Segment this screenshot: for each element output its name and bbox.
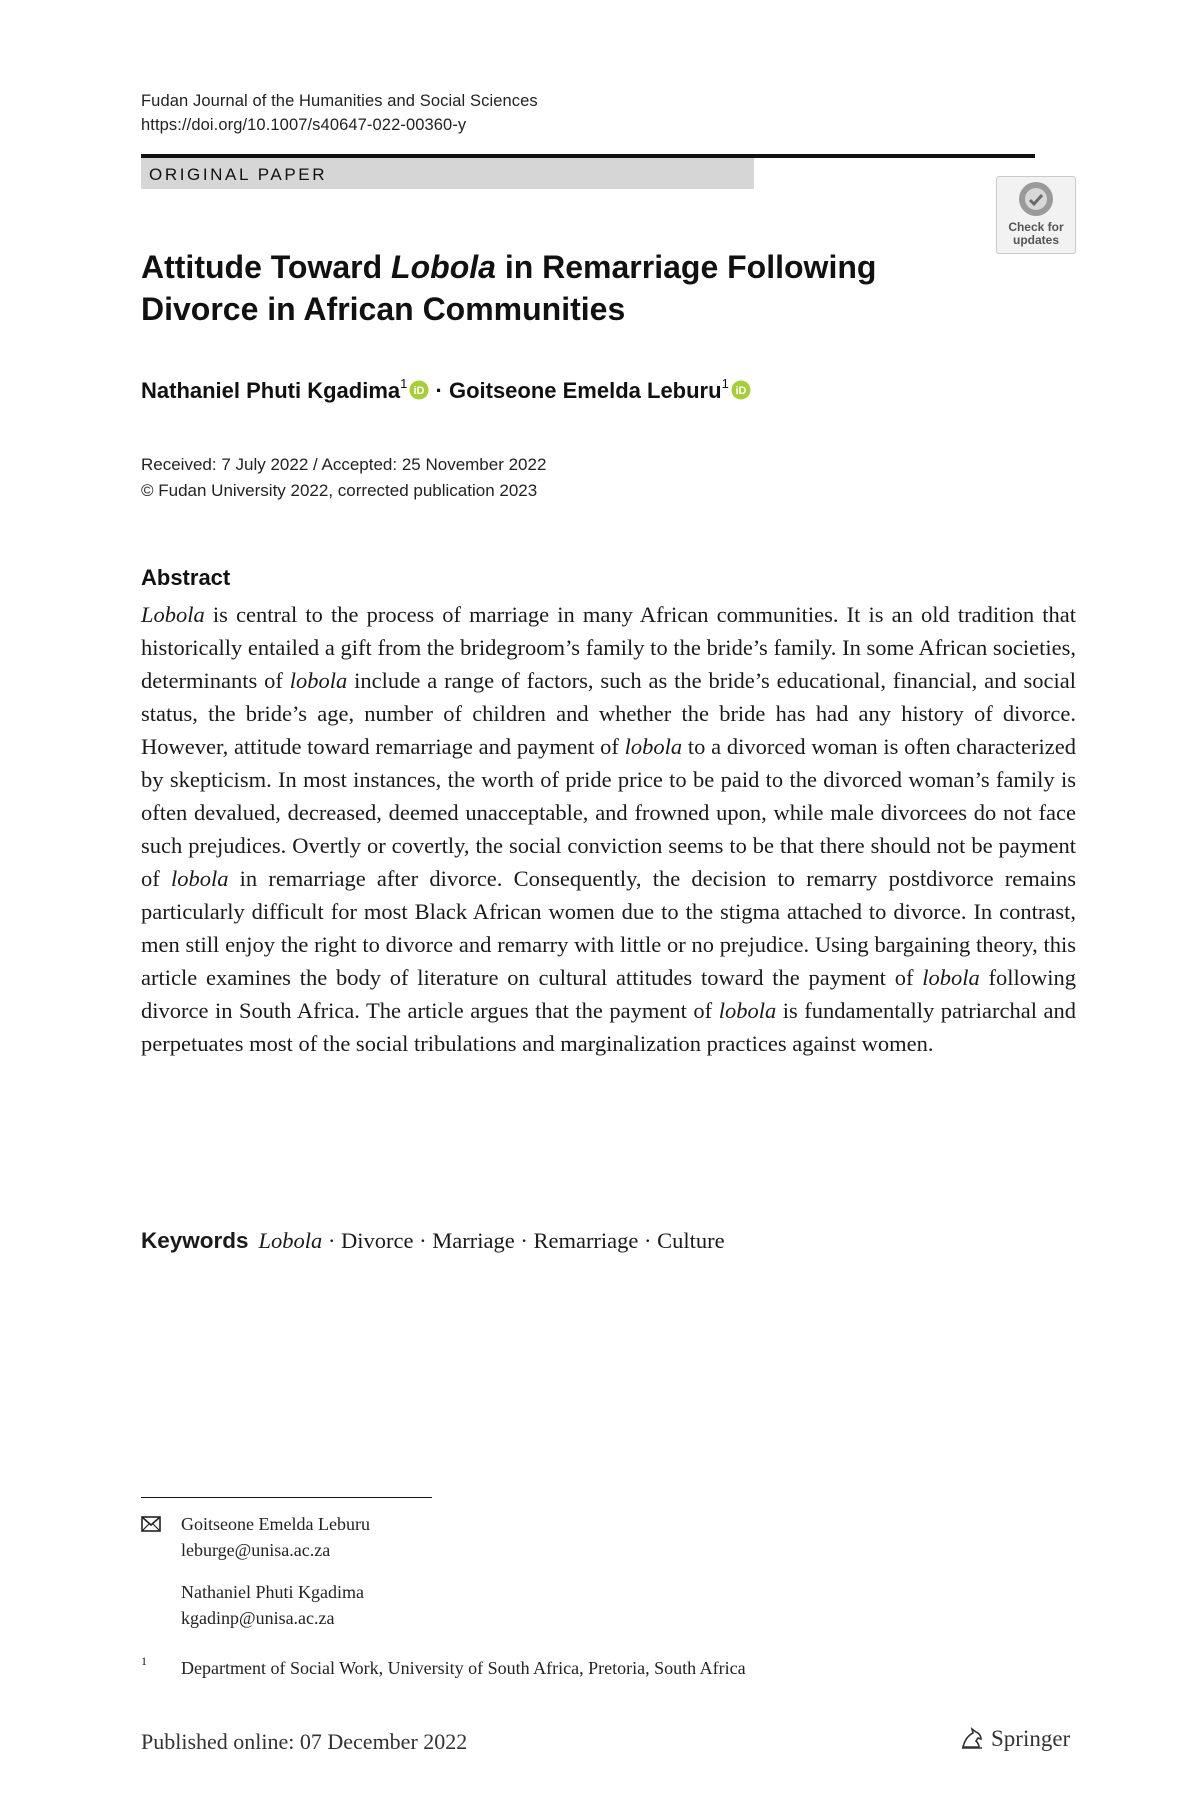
abstract-body: Lobola is central to the process of marriage in many African communities. It is an old tradition that historically entailed a gift from the bridegroom’s family to the bride’s family. In some African societies, determinants of lobola include a range of factors, such as the bride’s educational, financial, and social status, the bride’s age, number of children and whether the bride has had any history of divorce. However, attitude toward remarriage and payment of lobola to a divorced woman is often characterized by skepticism. In most instances, the worth of pride price to be paid to the divorced woman’s family is often devalued, decreased, deemed unacceptable, and frowned upon, while male divorcees do not face such prejudices. Overtly or covertly, the social conviction seems to be that there should not be payment of lobola in remarriage after divorce. Consequently, the decision to remarry postdivorce remains particularly difficult for most Black African women due to the stigma attached to divorce. In contrast, men still enjoy the right to divorce and remarry with little or no prejudice. Using bargaining theory, this article examines the body of literature on cultural attitudes toward the payment of lobola following divorce in South Africa. The article argues that the payment of lobola is fundamentally patriarchal and perpetuates most of the social tribulations and marginalization practices against women. <box>141 602 1076 1056</box>
paper-title: Attitude Toward Lobola in Remarriage Following Divorce in African Communities <box>141 249 877 327</box>
author-list <box>141 378 751 404</box>
keywords-list: Lobola · Divorce · Marriage · Remarriage · Culture <box>258 1228 725 1253</box>
check-for-updates-icon <box>997 177 1075 221</box>
keywords-label: Keywords <box>141 1228 249 1253</box>
author-separator: · <box>429 378 449 403</box>
orcid-icon[interactable] <box>409 380 429 400</box>
affiliation-marker: 1 <box>721 376 729 391</box>
envelope-icon <box>141 1516 161 1532</box>
article-type-label: ORIGINAL PAPER <box>149 165 328 184</box>
author-name[interactable]: Nathaniel Phuti Kgadima <box>141 378 401 403</box>
footnote-rule <box>141 1497 432 1498</box>
affiliation-marker: 1 <box>400 376 408 391</box>
published-date: Published online: 07 December 2022 <box>141 1729 468 1754</box>
coauthor-name: Nathaniel Phuti Kgadima <box>181 1582 364 1602</box>
received-accepted-dates: Received: 7 July 2022 / Accepted: 25 November 2022 <box>141 455 547 474</box>
springer-horse-icon <box>959 1725 985 1751</box>
corresponding-author-email[interactable]: leburge@unisa.ac.za <box>181 1540 331 1560</box>
keywords-line <box>141 1228 725 1254</box>
affiliation-text: Department of Social Work, University of South Africa, Pretoria, South Africa <box>181 1658 746 1678</box>
coauthor-email[interactable]: kgadinp@unisa.ac.za <box>181 1608 335 1628</box>
affiliation-number: 1 <box>141 1654 147 1668</box>
check-for-updates-badge[interactable] <box>996 176 1076 254</box>
copyright-line: © Fudan University 2022, corrected publication 2023 <box>141 481 538 500</box>
publisher-name: Springer <box>991 1726 1071 1751</box>
publisher-logo <box>959 1725 1070 1752</box>
corresponding-author-name: Goitseone Emelda Leburu <box>181 1514 370 1534</box>
author-name[interactable]: Goitseone Emelda Leburu <box>448 378 722 403</box>
svg-text:iD: iD <box>735 385 747 397</box>
title-italic-term: Lobola <box>391 249 496 285</box>
svg-text:iD: iD <box>413 385 425 397</box>
check-for-updates-text: Check for updates <box>1008 220 1064 247</box>
orcid-icon[interactable] <box>731 380 751 400</box>
journal-name: Fudan Journal of the Humanities and Social Sciences <box>141 92 538 110</box>
abstract-heading: Abstract <box>141 565 231 590</box>
doi-link[interactable]: https://doi.org/10.1007/s40647-022-00360-y <box>141 116 467 134</box>
